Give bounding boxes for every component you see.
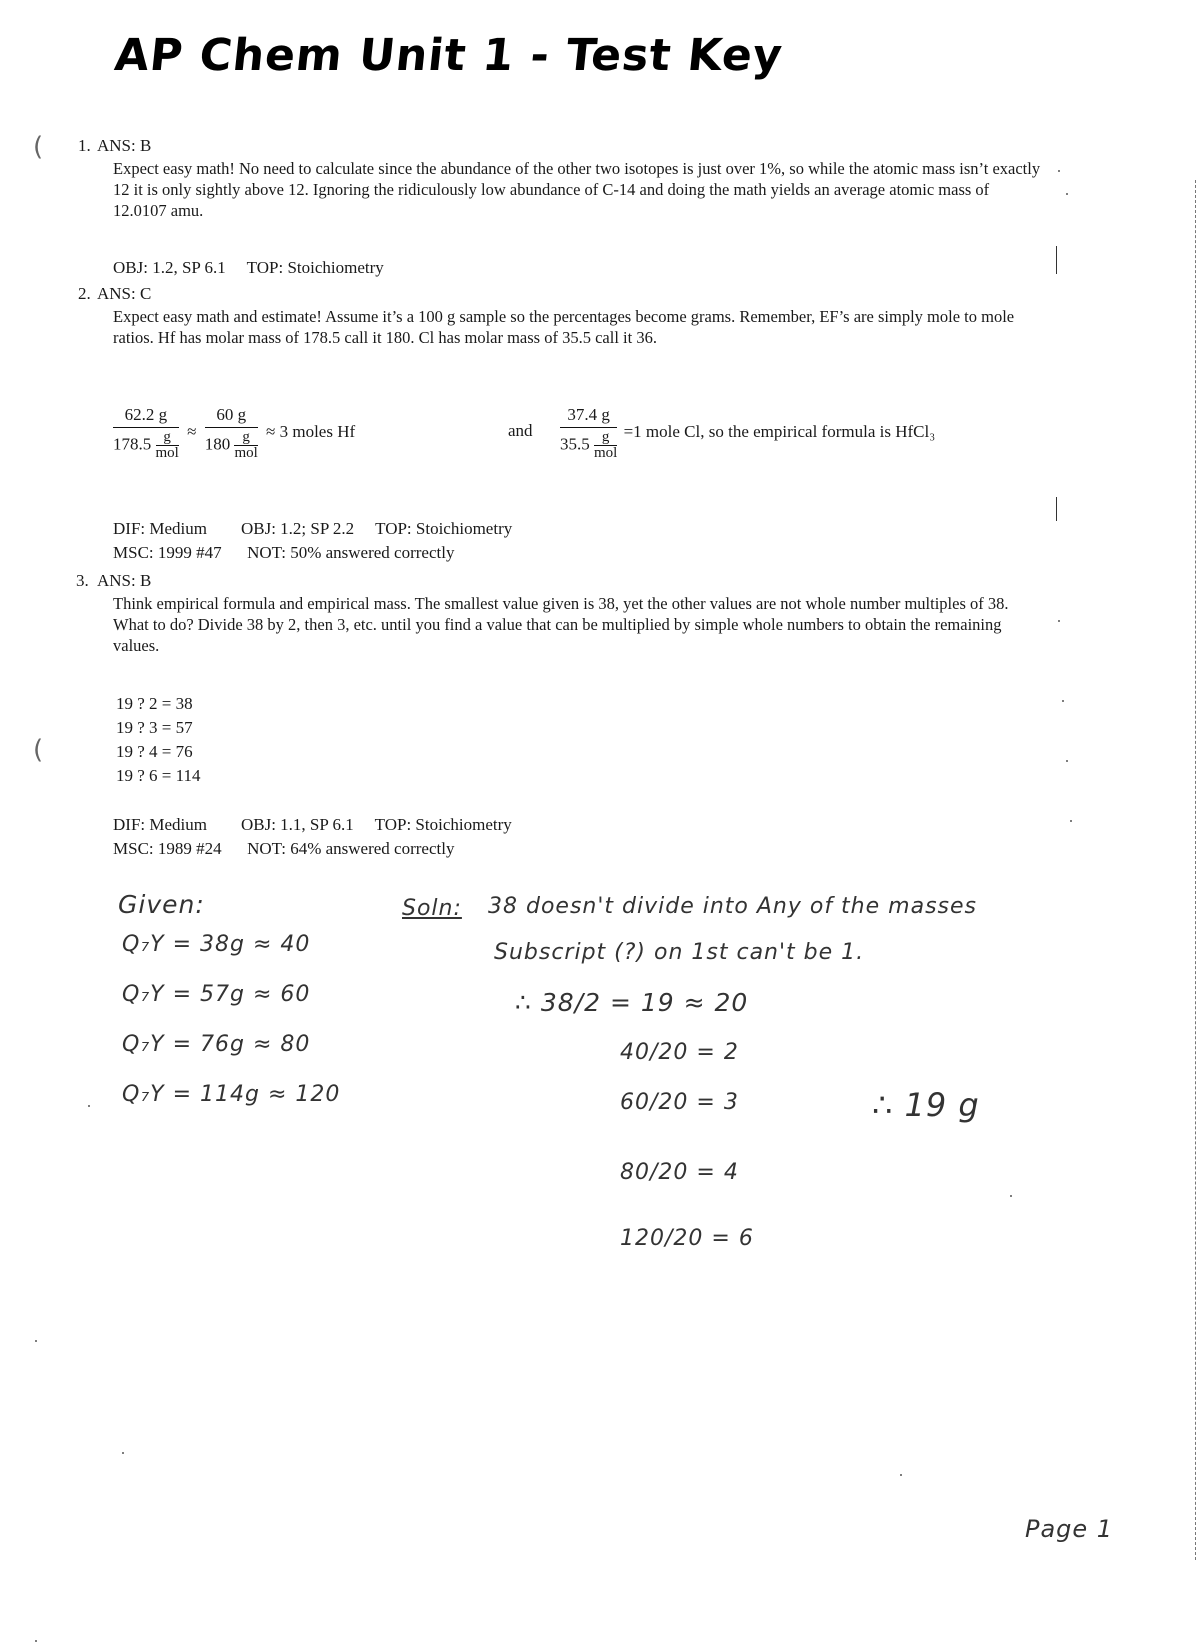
handwritten-given-label: Given: xyxy=(118,890,205,919)
handwritten-soln-line1: 38 doesn't divide into Any of the masses xyxy=(488,894,977,919)
q2-meta-line2: MSC: 1999 #47 NOT: 50% answered correctly xyxy=(113,543,455,562)
list-item: 19 ? 4 = 76 xyxy=(116,742,193,761)
scan-speck xyxy=(1010,1195,1012,1197)
handwritten-given-line: Q₇Y = 76g ≈ 80 xyxy=(122,1032,311,1057)
handwritten-calc: 40/20 = 2 xyxy=(620,1040,739,1065)
list-item: 19 ? 3 = 57 xyxy=(116,718,193,737)
handwritten-given-line: Q₇Y = 114g ≈ 120 xyxy=(122,1082,341,1107)
scan-speck xyxy=(1070,820,1072,822)
scan-mark xyxy=(1056,497,1057,521)
handwritten-calc: 120/20 = 6 xyxy=(620,1226,754,1251)
scan-speck xyxy=(900,1474,902,1476)
list-item: 19 ? 2 = 38 xyxy=(116,694,193,713)
q2-and: and xyxy=(508,421,533,440)
q3-answer: ANS: B xyxy=(97,571,152,590)
scan-speck xyxy=(1066,193,1068,195)
q3-meta-line1: DIF: Medium OBJ: 1.1, SP 6.1 TOP: Stoichiometry xyxy=(113,815,512,834)
q2-equation: 62.2 g 178.5 g mol ≈ 60 g 180 g mol ≈ 3 moles Hf xyxy=(113,405,356,461)
scan-speck xyxy=(1066,760,1068,762)
q2-explanation: Expect easy math and estimate! Assume it’s a 100 g sample so the percentages become grams. Remember, EF’s are simply mole to mole ratios. Hf has molar mass of 178.5 call it 180. Cl has molar mass of 35.5 call it 36. xyxy=(113,307,1015,347)
margin-mark: ( xyxy=(33,132,44,162)
handwritten-given-line: Q₇Y = 38g ≈ 40 xyxy=(122,932,311,957)
scan-speck xyxy=(1058,620,1060,622)
q2-meta-line1: DIF: Medium OBJ: 1.2; SP 2.2 TOP: Stoichiometry xyxy=(113,519,513,538)
handwritten-calc: 60/20 = 3 xyxy=(620,1090,739,1115)
handwritten-result: ∴ 19 g xyxy=(872,1086,980,1124)
scan-mark xyxy=(1056,246,1057,274)
q3-meta-line2: MSC: 1989 #24 NOT: 64% answered correctly xyxy=(113,839,455,858)
q1-number: 1. xyxy=(78,136,91,155)
handwritten-soln-line2: Subscript (?) on 1st can't be 1. xyxy=(494,940,865,965)
q2-equation-cl: 37.4 g 35.5 g mol =1 mole Cl, so the empirical formula is HfCl₃ xyxy=(560,405,936,461)
scan-edge xyxy=(1193,180,1196,1560)
margin-mark: ( xyxy=(33,735,44,765)
scan-speck xyxy=(1062,700,1064,702)
handwritten-soln-label: Soln: xyxy=(402,896,462,921)
list-item: 19 ? 6 = 114 xyxy=(116,766,201,785)
fraction-hf-mass: 62.2 g 178.5 g mol xyxy=(113,405,179,461)
q3-multiples xyxy=(116,692,201,788)
q1-answer: ANS: B xyxy=(97,136,152,155)
fraction-cl-mass: 37.4 g 35.5 g mol xyxy=(560,405,618,461)
handwritten-given-line: Q₇Y = 57g ≈ 60 xyxy=(122,982,311,1007)
page-title: AP Chem Unit 1 - Test Key xyxy=(112,30,786,81)
handwritten-calc: ∴ 38/2 = 19 ≈ 20 xyxy=(515,988,749,1017)
q1-meta: OBJ: 1.2, SP 6.1 TOP: Stoichiometry xyxy=(113,258,384,277)
q3-number: 3. xyxy=(76,571,89,590)
scan-speck xyxy=(88,1105,90,1107)
fraction-hf-estimate: 60 g 180 g mol xyxy=(204,405,258,461)
scan-speck xyxy=(35,1340,37,1342)
q2-number: 2. xyxy=(78,284,91,303)
scan-speck xyxy=(122,1452,124,1454)
q1-explanation: Expect easy math! No need to calculate since the abundance of the other two isotopes is just over 1%, so while the atomic mass isn’t exactly 12 it is only sightly above 12. Ignoring the ridiculously low abundance of C-14 and doing the math yields an average atomic mass of 12.0107 amu. xyxy=(113,159,1041,220)
scan-speck xyxy=(1058,170,1060,172)
q2-answer: ANS: C xyxy=(97,284,152,303)
q3-explanation: Think empirical formula and empirical mass. The smallest value given is 38, yet the other values are not whole number multiples of 38. What to do? Divide 38 by 2, then 3, etc. until you find a value that can be multiplied by simple whole numbers to obtain the remaining values. xyxy=(113,594,1009,655)
page-number: Page 1 xyxy=(1025,1515,1114,1543)
handwritten-calc: 80/20 = 4 xyxy=(620,1160,739,1185)
